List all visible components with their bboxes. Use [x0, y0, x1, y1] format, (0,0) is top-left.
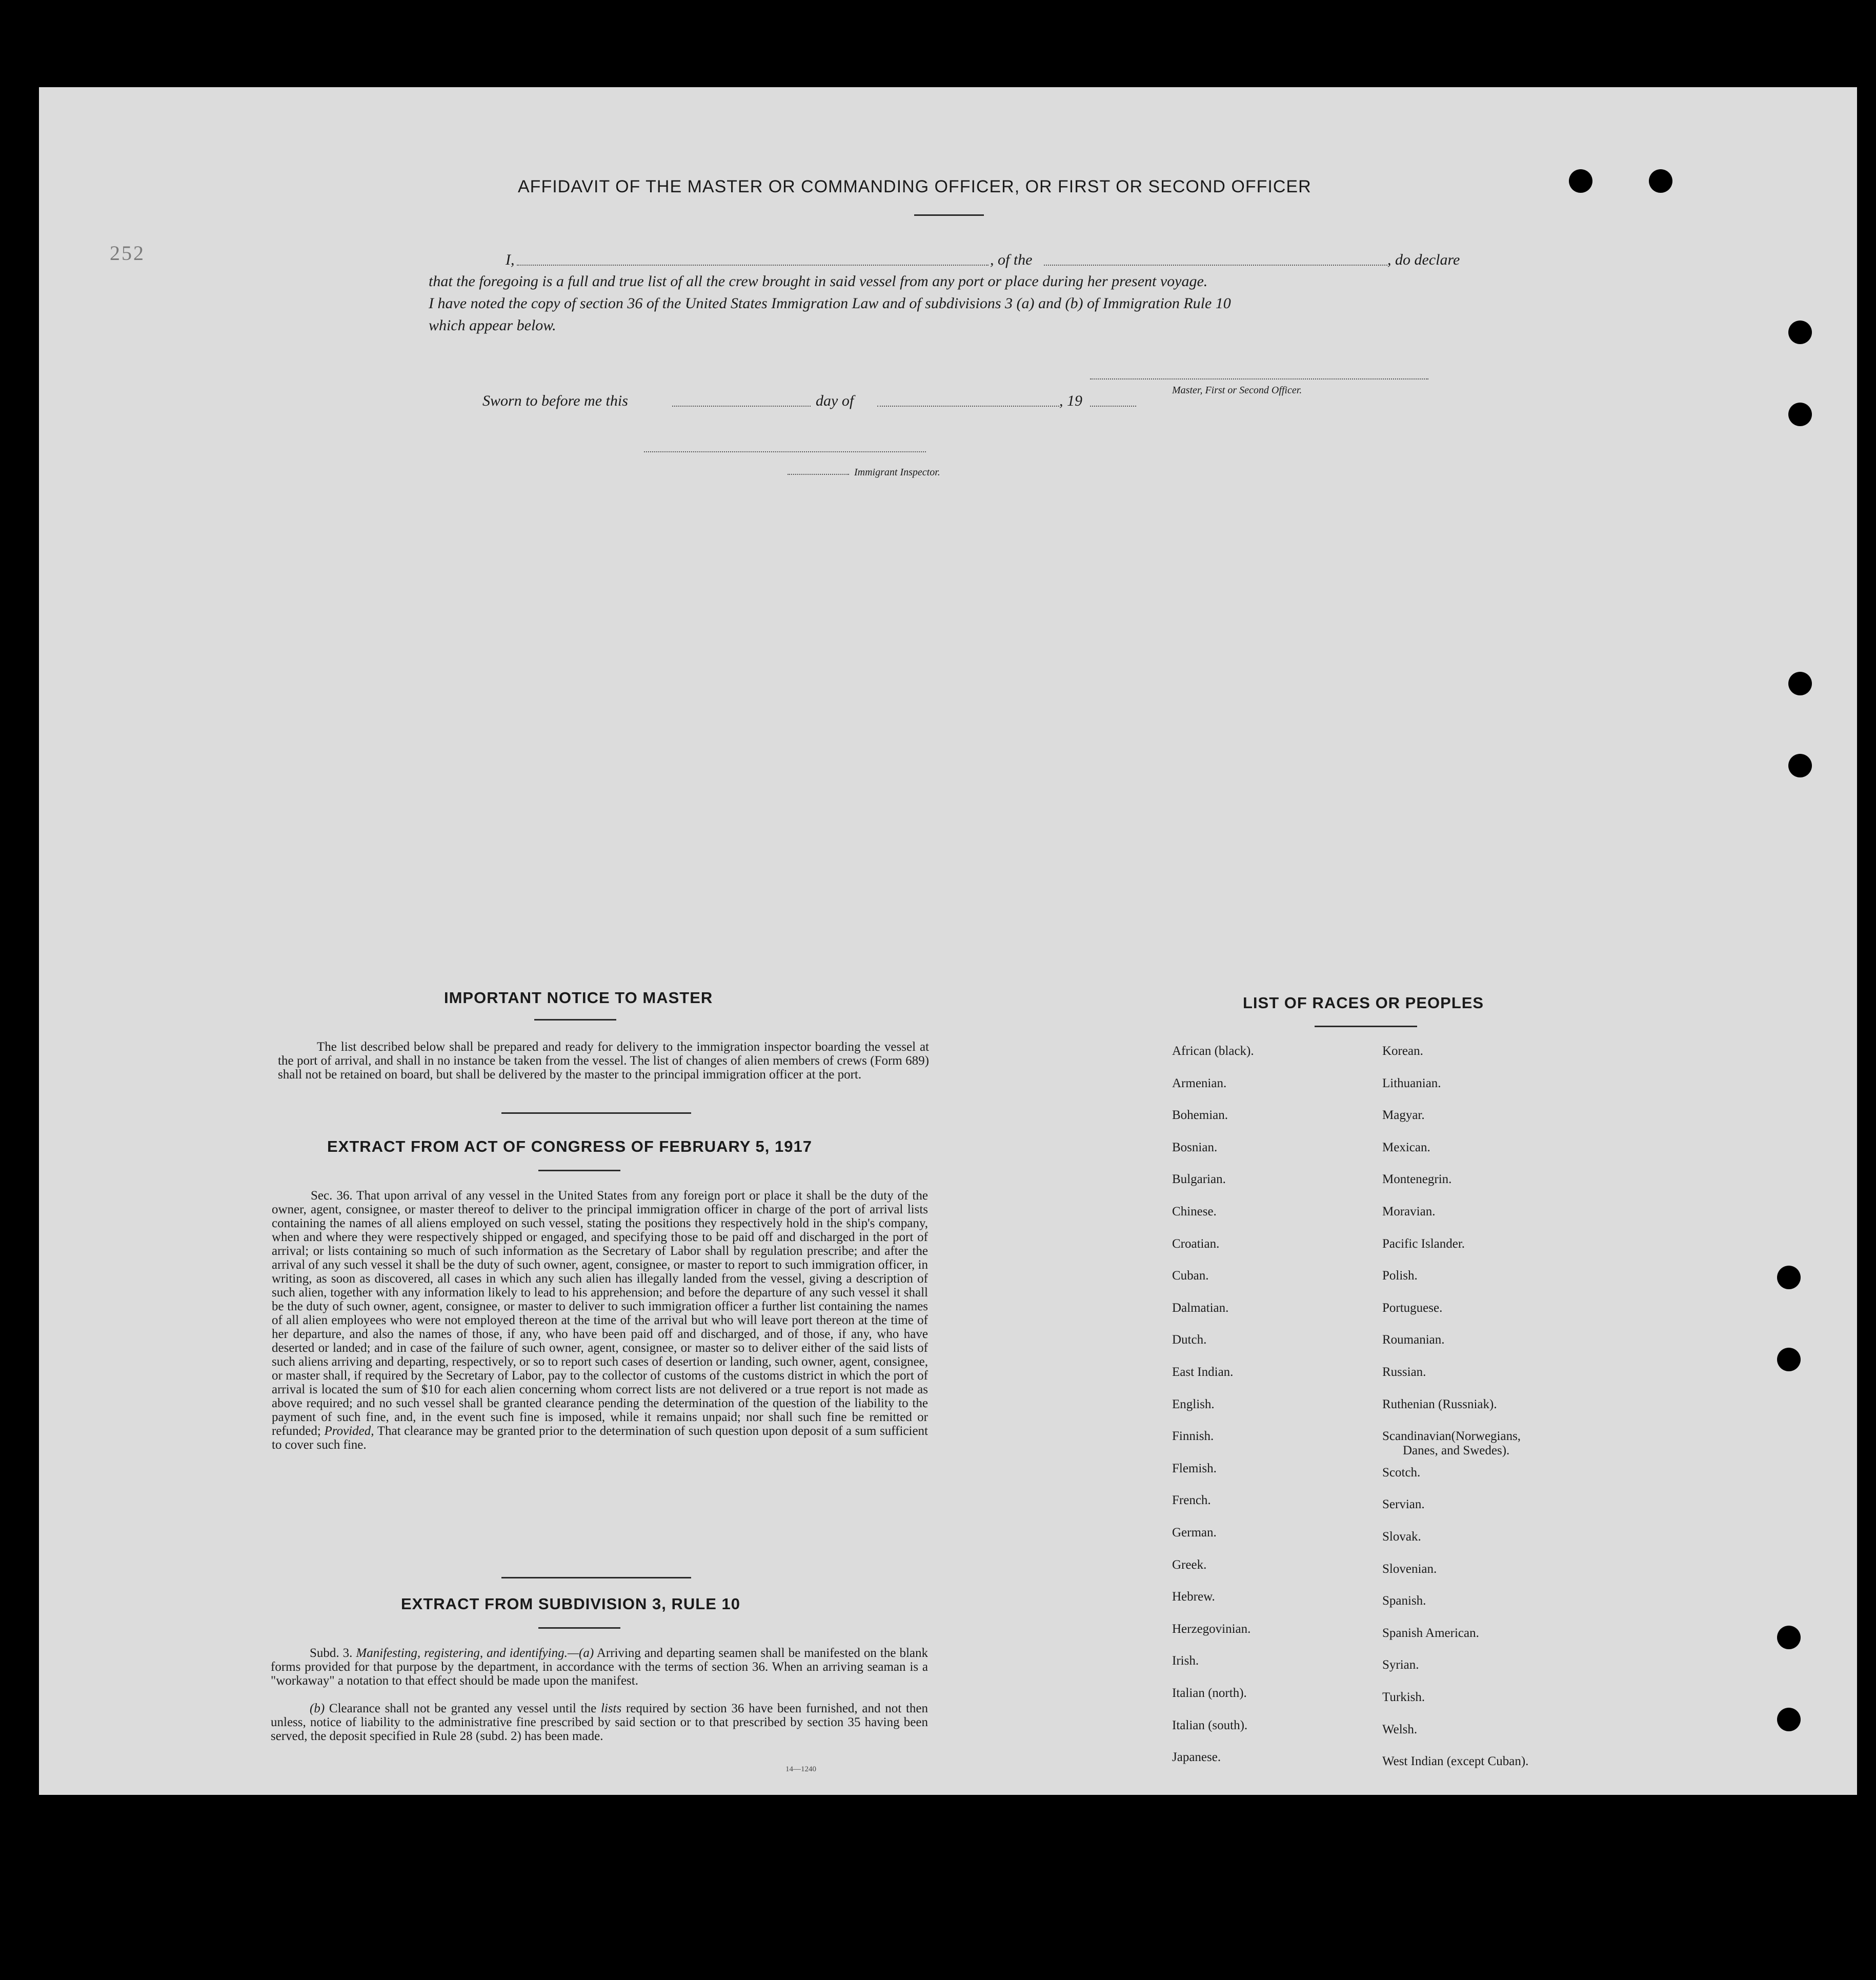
affidavit-line-1 — [429, 251, 1469, 272]
race-item: French. — [1172, 1493, 1211, 1507]
sworn-label: Sworn to before me this — [482, 392, 628, 409]
subd-a-text — [271, 1646, 928, 1688]
race-item: Croatian. — [1172, 1237, 1220, 1251]
race-item: Roumanian. — [1382, 1333, 1445, 1347]
affidavit-title-rule — [914, 214, 984, 216]
race-item: Pacific Islander. — [1382, 1237, 1465, 1251]
race-item: Lithuanian. — [1382, 1076, 1441, 1090]
punch-hole-9 — [1777, 1626, 1801, 1649]
race-item: Dutch. — [1172, 1333, 1207, 1347]
affidavit-line-2: that the foregoing is a full and true list of all the crew brought in said vessel from any port or place during her present voyage. — [429, 273, 1208, 290]
sec-36-label: Sec. 36. — [311, 1189, 353, 1203]
race-item: Montenegrin. — [1382, 1172, 1452, 1186]
race-item: Irish. — [1172, 1654, 1199, 1668]
race-item: Chinese. — [1172, 1205, 1217, 1218]
name-field[interactable] — [517, 265, 989, 266]
race-item: Dalmatian. — [1172, 1301, 1229, 1315]
subd-b-lists: lists — [600, 1702, 622, 1715]
punch-hole-3 — [1788, 321, 1812, 344]
races-title: LIST OF RACES OR PEOPLES — [1243, 994, 1484, 1012]
race-item: Syrian. — [1382, 1658, 1419, 1672]
extract-act-end-rule — [501, 1577, 691, 1578]
race-item: East Indian. — [1172, 1365, 1234, 1379]
race-item: Bohemian. — [1172, 1108, 1228, 1122]
punch-hole-2 — [1649, 169, 1672, 193]
race-item: West Indian (except Cuban). — [1382, 1754, 1529, 1768]
race-item: Italian (north). — [1172, 1686, 1247, 1700]
notice-text: The list described below shall be prepared and ready for delivery to the immigration inspector boarding the vessel at the port of arrival, and shall in no instance be taken from the vessel. The list of changes of alien members of crews (Form 689) shall not be retained on board, but shall be delivered by the master to the principal immigration officer at the port. — [278, 1040, 929, 1082]
race-item: Welsh. — [1382, 1723, 1418, 1736]
race-item: Slovak. — [1382, 1530, 1421, 1544]
subd-heading: Manifesting, registering, and identifying.—(a) — [356, 1646, 594, 1660]
sworn-day-of: day of — [816, 392, 854, 409]
race-item: Bosnian. — [1172, 1141, 1218, 1154]
sworn-line — [482, 392, 1149, 413]
extract-rule-title-rule — [538, 1627, 620, 1629]
race-item: Magyar. — [1382, 1108, 1425, 1122]
punch-hole-10 — [1777, 1708, 1801, 1731]
race-item: Finnish. — [1172, 1429, 1214, 1443]
race-item: Servian. — [1382, 1497, 1425, 1511]
signature-label: Master, First or Second Officer. — [1172, 385, 1302, 396]
punch-hole-8 — [1777, 1348, 1801, 1371]
affidavit-i: I, — [506, 251, 515, 268]
inspector-signature-line[interactable] — [644, 451, 926, 452]
vessel-field[interactable] — [1044, 265, 1387, 266]
form-number: 14—1240 — [785, 1765, 816, 1773]
subd-b-label: (b) — [310, 1702, 325, 1715]
subd-a-body: Arriving and departing seamen shall be manifested on the blank forms provided for that purpose by the department, in accordance with the terms of section 36. When an arriving seaman is a "workaway" a notation to that effect should be made upon the manifest. — [271, 1646, 928, 1688]
proviso-label: Provided, — [324, 1424, 374, 1438]
extract-act-text — [272, 1189, 928, 1452]
race-item: Ruthenian (Russniak). — [1382, 1397, 1497, 1411]
race-item: Polish. — [1382, 1269, 1418, 1283]
extract-rule-title: EXTRACT FROM SUBDIVISION 3, RULE 10 — [401, 1595, 740, 1613]
race-item: African (black). — [1172, 1044, 1254, 1058]
race-item: Scotch. — [1382, 1466, 1421, 1479]
page-stamp-number: 252 — [110, 242, 145, 265]
sworn-day-field[interactable] — [672, 406, 811, 407]
race-item: German. — [1172, 1526, 1217, 1539]
punch-hole-6 — [1788, 754, 1812, 777]
race-item: Hebrew. — [1172, 1590, 1215, 1604]
affidavit-do-declare: , do declare — [1387, 251, 1460, 268]
affidavit-line-4: which appear below. — [429, 317, 556, 334]
signature-line[interactable] — [1090, 378, 1428, 379]
race-item: Flemish. — [1172, 1462, 1217, 1475]
race-item: Japanese. — [1172, 1750, 1221, 1764]
punch-hole-4 — [1788, 403, 1812, 426]
inspector-label: Immigrant Inspector. — [854, 467, 940, 478]
notice-title-rule — [534, 1019, 616, 1021]
race-item: Spanish. — [1382, 1594, 1426, 1608]
subd-label: Subd. 3. — [310, 1646, 353, 1660]
race-item: Armenian. — [1172, 1076, 1227, 1090]
race-item: Herzegovinian. — [1172, 1622, 1251, 1636]
race-item: Slovenian. — [1382, 1562, 1437, 1576]
race-item: Danes, and Swedes). — [1403, 1444, 1510, 1457]
race-item: Spanish American. — [1382, 1626, 1479, 1640]
affidavit-line-3: I have noted the copy of section 36 of the United States Immigration Law and of subdivisions 3 (a) and (b) of Immigration Rule 10 — [429, 295, 1231, 312]
race-item: Russian. — [1382, 1365, 1426, 1379]
race-item: Scandinavian(Norwegians, — [1382, 1429, 1521, 1443]
race-item: Korean. — [1382, 1044, 1423, 1058]
proviso-text: That clearance may be granted prior to the determination of such question upon deposit of a sum sufficient to cover such fine. — [272, 1424, 929, 1452]
notice-end-rule — [501, 1112, 691, 1114]
punch-hole-5 — [1788, 672, 1812, 695]
race-item: Mexican. — [1382, 1141, 1430, 1154]
extract-act-title: EXTRACT FROM ACT OF CONGRESS OF FEBRUARY 5, 1917 — [327, 1137, 812, 1155]
extract-act-title-rule — [538, 1170, 620, 1171]
race-item: Portuguese. — [1382, 1301, 1443, 1315]
inspector-leader-dots — [788, 474, 849, 475]
race-item: Moravian. — [1382, 1205, 1436, 1218]
punch-hole-1 — [1569, 169, 1592, 193]
document-page — [39, 87, 1857, 1795]
subd-b-body-2: required by section 36 have been furnished, and not then unless, notice of liability to the administrative fine prescribed by said section or to that prescribed by section 35 having been served, the deposit specified in Rule 28 (subd. 2) has been made. — [271, 1702, 929, 1743]
sworn-year-label: , 19 — [1059, 392, 1082, 409]
subd-b-body-1: Clearance shall not be granted any vessel until the — [329, 1702, 597, 1715]
subd-b-text — [271, 1702, 928, 1743]
sworn-year-field[interactable] — [1090, 406, 1136, 407]
race-item: Italian (south). — [1172, 1718, 1248, 1732]
notice-title: IMPORTANT NOTICE TO MASTER — [444, 989, 713, 1007]
affidavit-of-the: , of the — [990, 251, 1033, 268]
sworn-month-field[interactable] — [877, 406, 1059, 407]
punch-hole-7 — [1777, 1266, 1801, 1289]
race-item: Cuban. — [1172, 1269, 1209, 1283]
race-item: English. — [1172, 1397, 1215, 1411]
races-title-rule — [1315, 1026, 1417, 1027]
race-item: Turkish. — [1382, 1690, 1425, 1704]
affidavit-title: AFFIDAVIT OF THE MASTER OR COMMANDING OFFICER, OR FIRST OR SECOND OFFICER — [518, 177, 1312, 196]
race-item: Bulgarian. — [1172, 1172, 1226, 1186]
race-item: Greek. — [1172, 1558, 1207, 1572]
sec-36-body: That upon arrival of any vessel in the United States from any foreign port or place it shall be the duty of the owner, agent, consignee, or master thereof to deliver to the principal immigration officer in charge of the port of arrival lists containing the names of all aliens employed on such vessel, stating the positions they respectively hold in the ship's company, when and where they were respectively shipped or engaged, and specifying those to be paid off and discharged in the port of arrival; or lists containing so much of such information as the Secretary of Labor shall by regulation prescribe; and after the arrival of any such vessel it shall be the duty of such owner, agent, consignee, or master to report to such immigration officer, in writing, as soon as discovered, all cases in which any such alien has illegally landed from the vessel, giving a description of such alien, together with any information likely to lead to his apprehension; and before the departure of any such vessel it shall be the duty of such owner, agent, consignee, or master to deliver to such immigration officer a further list containing the names of all alien employees who were not employed thereon at the time of the arrival but who will leave port thereon at the time of her departure, and also the names of those, if any, who have been paid off and discharged, and of those, if any, who have deserted or landed; and in case of the failure of such owner, agent, consignee, or master so to deliver either of the said lists of such aliens arriving and departing, respectively, or so to report such cases of desertion or landing, such owner, agent, consignee, or master shall, if required by the Secretary of Labor, pay to the collector of customs of the customs district in which the port of arrival is located the sum of $10 for each alien concerning whom correct lists are not delivered or a true report is not made as above required; and no such vessel shall be granted clearance pending the determination of the question of the liability to the payment of such fine, and, in the event such fine is imposed, while it remains unpaid; nor shall such fine be remitted or refunded; — [272, 1189, 928, 1438]
